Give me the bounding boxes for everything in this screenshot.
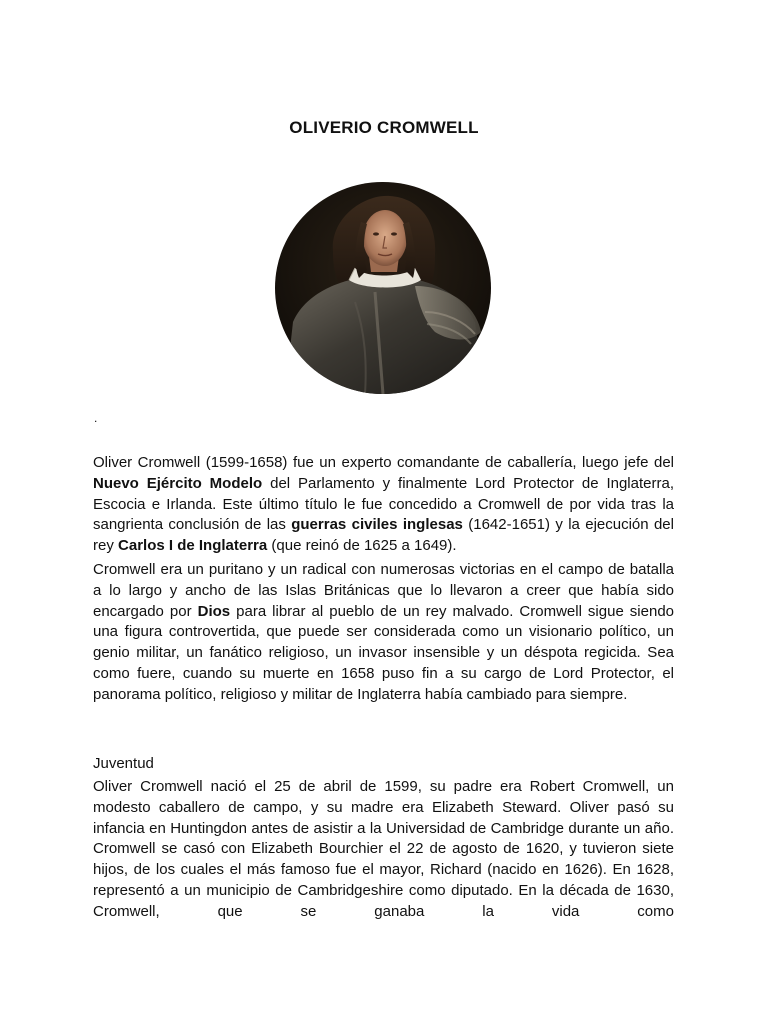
cromwell-portrait-icon — [275, 182, 491, 394]
page-title: OLIVERIO CROMWELL — [289, 118, 479, 137]
paragraph-juventud — [93, 777, 674, 923]
text-run: (que reinó de 1625 a 1649). — [267, 537, 457, 555]
paragraph-intro-text — [93, 453, 674, 557]
text-run: para librar al pueblo de un rey malvado. Cromwell sigue siendo una figura controvertida, que puede ser considerada como un visionario político, un genio militar, un fanático religioso, un invasor insensible y un déspota regicida. Sea como fuere, cuando su muerte en 1658 puso fin a su cargo de Lord Protector, el panorama político, religioso y militar de Inglaterra había cambiado para siempre. — [93, 602, 675, 703]
paragraph-puritan — [93, 560, 674, 706]
stray-mark: . — [94, 411, 98, 425]
text-run: Oliver Cromwell (1599-1658) fue un experto comandante de caballería, luego jefe del — [93, 454, 674, 471]
link-nuevo-ejercito-modelo[interactable]: Nuevo Ejército Modelo — [93, 474, 263, 492]
paragraph-juventud-text: Oliver Cromwell nació el 25 de abril de 1599, su padre era Robert Cromwell, un modesto caballero de campo, y su madre era Elizabeth Steward. Oliver pasó su infancia en Huntingdon antes de asistir a la Universidad de Cambridge durante un año. Cromwell se casó con Elizabeth Bourchier el 22 de agosto de 1620, y tuvieron siete hijos, de los cuales el más famoso fue el mayor, Richard (nacido en 1626). En 1628, representó a un municipio de Cambridgeshire como diputado. En la década de 1630, Cromwell, que se ganaba la vida como — [93, 778, 674, 920]
text-run: (1642-1651) y la ejecución del rey — [93, 516, 674, 555]
link-carlos-i[interactable]: Carlos I de Inglaterra — [118, 537, 268, 555]
link-guerras-civiles[interactable]: guerras civiles inglesas — [291, 516, 463, 534]
paragraph-puritan-text — [93, 560, 674, 706]
section-heading-juventud: Juventud — [93, 755, 154, 772]
portrait-image — [275, 182, 491, 394]
paragraph-intro — [93, 453, 674, 557]
link-dios[interactable]: Dios — [197, 602, 231, 620]
text-run: Cromwell era un puritano y un radical con numerosas victorias en el campo de batalla a lo largo y ancho de las Islas Británicas que lo llevaron a creer que había sido encargado por — [93, 561, 674, 620]
text-run: del Parlamento y finalmente Lord Protector de Inglaterra, Escocia e Irlanda. Este último título le fue concedido a Cromwell de por vida tras la sangrienta conclusión de las — [93, 474, 674, 534]
